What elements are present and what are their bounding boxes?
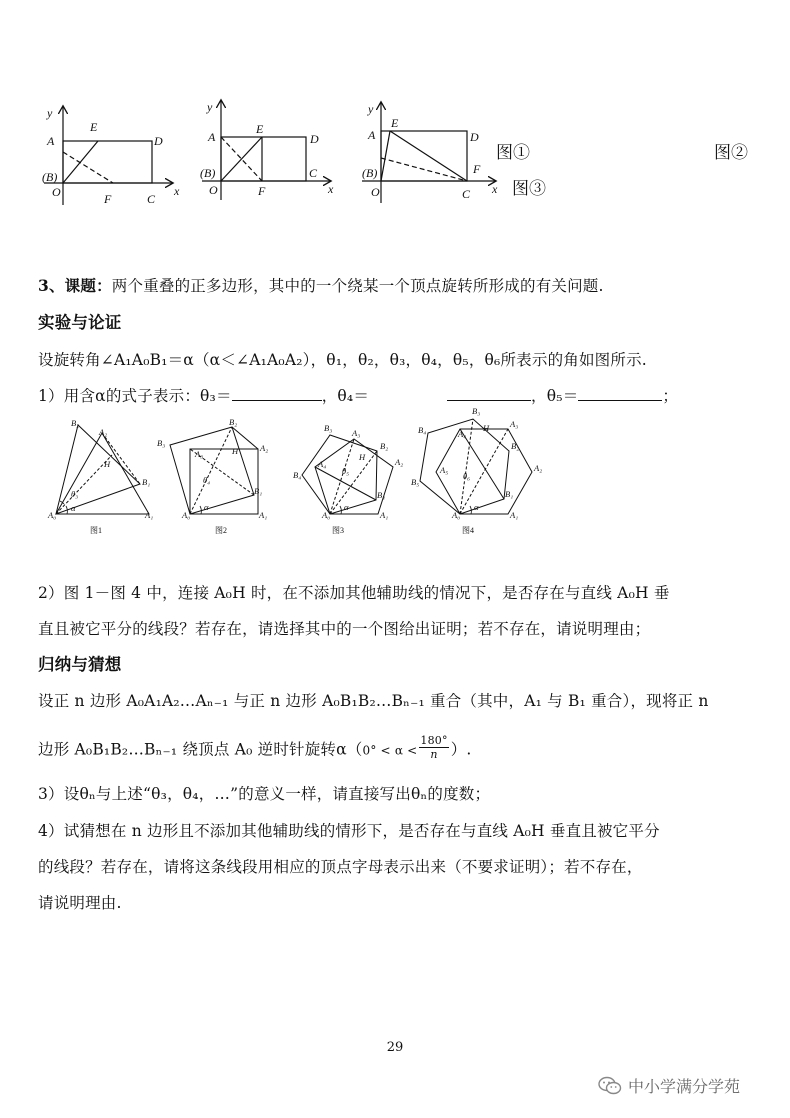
- fig4-A3: A₃: [510, 419, 519, 429]
- question-2-line-1: 2）图 1－图 4 中，连接 A₀H 时，在不添加其他辅助线的情况下，是否存在与直线 A₀H 垂: [38, 584, 670, 602]
- heading-induction: 归纳与猜想: [38, 655, 122, 674]
- fig3-B2: B₂: [380, 441, 389, 451]
- fig2-A1: A₁: [259, 510, 268, 520]
- fig3-O-label: O: [371, 185, 380, 199]
- fig-caption-3: 图3: [332, 526, 344, 535]
- theta3-blank[interactable]: [232, 387, 322, 401]
- fig3-E-label: E: [391, 116, 399, 130]
- fig3-D-label: D: [470, 130, 479, 144]
- figure-label-2: 图②: [714, 143, 748, 163]
- fig3-B1: B₁: [377, 490, 386, 500]
- coordinate-figures: [0, 95, 790, 215]
- theta4-blank-spacer: [369, 387, 447, 401]
- fig1-C-label: C: [147, 192, 156, 206]
- fig4-B4: B₄: [418, 425, 427, 435]
- section-title-line: [38, 276, 604, 296]
- fig4-alpha: α: [474, 502, 479, 512]
- q1-theta4: ，θ₄＝: [321, 387, 370, 405]
- fig1-A-label: A: [47, 134, 55, 148]
- fig2-O-label: O: [209, 183, 218, 197]
- fig4-B2: B₂: [511, 441, 520, 451]
- fig1-F-label: F: [104, 192, 112, 206]
- g-line2-end: ）.: [450, 740, 472, 759]
- fig1-E-label: E: [90, 120, 98, 134]
- generalization-line-1: 设正 n 边形 A₀A₁A₂…Aₙ₋₁ 与正 n 边形 A₀B₁B₂…Bₙ₋₁ 重合（其中，A₁ 与 B₁ 重合），现将正 n: [38, 692, 709, 710]
- theta5-blank[interactable]: [578, 387, 662, 401]
- figure-1: [44, 107, 172, 205]
- question-4-line-1: 4）试猜想在 n 边形且不添加其他辅助线的情形下，是否存在与直线 A₀H 垂直且被它平分: [38, 822, 660, 840]
- q1-theta5: ，θ₅＝: [531, 387, 579, 405]
- rotation-definition: 设旋转角∠A₁A₀B₁＝α（α＜∠A₁A₀A₂），θ₁，θ₂，θ₃，θ₄，θ₅，θ₆所表示的角如图所示.: [38, 351, 647, 369]
- polygon-figure-2: [157, 417, 268, 535]
- watermark-text: 中小学满分学苑: [628, 1077, 741, 1096]
- fig3-A2: A₂: [395, 457, 404, 467]
- fig4-theta6: θ₆: [463, 471, 471, 481]
- section-title: 3、课题：: [38, 276, 112, 295]
- angle-inequality: 0° < α <: [362, 743, 418, 758]
- fig2-H: H: [232, 446, 239, 456]
- polygon-figure-3: [293, 423, 403, 535]
- polygon-figures: [0, 405, 790, 540]
- fig-caption-4: 图4: [462, 526, 474, 535]
- fig2-B1: B₁: [254, 486, 263, 496]
- fig1-theta3: θ₃: [71, 489, 79, 499]
- fig2-E-label: E: [256, 122, 264, 136]
- theta4-blank[interactable]: [447, 387, 531, 401]
- fig3-H: H: [359, 452, 366, 462]
- fig4-A1: A₁: [510, 510, 519, 520]
- fig2-theta4: θ₄: [203, 475, 211, 485]
- fig4-B5: B₅: [411, 477, 420, 487]
- page-number: 29: [386, 1040, 404, 1055]
- g-line2-text: 边形 A₀B₁B₂…Bₙ₋₁ 绕顶点 A₀ 逆时针旋转α（: [38, 740, 363, 759]
- q1-prefix: 1）用含α的式子表示：θ₃＝: [38, 387, 232, 405]
- figure-2: [202, 101, 330, 200]
- fig-caption-2: 图2: [215, 526, 227, 535]
- fig1-B2: B₂: [71, 418, 80, 428]
- fig2-C-label: C: [309, 166, 318, 180]
- fig3-x-label: x: [492, 182, 498, 196]
- fig3-B3: B₃: [324, 423, 333, 433]
- figure-3: [362, 103, 495, 203]
- fig2-B2: B₂: [229, 417, 238, 427]
- fig3-C-label: C: [462, 187, 471, 201]
- fig1-A0: A₀: [48, 510, 57, 520]
- fig1-x-label: x: [174, 184, 180, 198]
- fraction-numerator: 180°: [420, 734, 448, 747]
- question-3: 3）设θₙ与上述“θ₃，θ₄，…”的意义一样，请直接写出θₙ的度数；: [38, 785, 491, 803]
- fig-caption-1: 图1: [90, 526, 102, 535]
- fig3-F-label: F: [473, 162, 481, 176]
- figure-label-3: 图③: [512, 179, 546, 199]
- fraction: [419, 734, 448, 761]
- fig2-A0: A₀: [182, 510, 191, 520]
- wechat-icon: [598, 1076, 622, 1096]
- fig1-B-label: (B): [42, 170, 58, 184]
- question-1: [38, 386, 678, 406]
- fig4-A2: A₂: [534, 463, 543, 473]
- fig3-y-label: y: [368, 102, 374, 116]
- fraction-denominator: n: [430, 748, 438, 761]
- fig2-D-label: D: [310, 132, 319, 146]
- fig3-alpha: α: [344, 502, 349, 512]
- polygon-figure-4: [411, 406, 542, 535]
- heading-experiment: 实验与论证: [38, 313, 122, 332]
- fig2-B-label: (B): [200, 166, 216, 180]
- fig2-F-label: F: [258, 184, 266, 198]
- fig3-B4: B₄: [293, 470, 302, 480]
- fig4-B3: B₃: [472, 406, 481, 416]
- section-title-rest: 两个重叠的正多边形，其中的一个绕某一个顶点旋转所形成的有关问题.: [111, 277, 604, 295]
- fig1-A1: A₁: [145, 510, 154, 520]
- fig2-A-label: A: [208, 130, 216, 144]
- fig4-A4: A₄: [458, 429, 467, 439]
- fig3-A4: A₄: [318, 459, 327, 469]
- generalization-line-2: [38, 734, 472, 764]
- question-4-line-2: 的线段？若存在，请将这条线段用相应的顶点字母表示出来（不要求证明）；若不存在，: [38, 858, 643, 876]
- fig3-B-label: (B): [362, 166, 378, 180]
- fig4-A0: A₀: [452, 510, 461, 520]
- fig1-A2: A₂: [99, 427, 108, 437]
- fig2-A2: A₂: [260, 443, 269, 453]
- fig3-A3: A₃: [352, 428, 361, 438]
- fig2-A3: A₃: [195, 449, 204, 459]
- fig4-H: H: [483, 423, 490, 433]
- question-2-line-2: 直且被它平分的线段？若存在，请选择其中的一个图给出证明；若不存在，请说明理由；: [38, 620, 651, 638]
- fig1-H: H: [104, 459, 111, 469]
- fig3-A1: A₁: [380, 510, 389, 520]
- fig1-alpha: α: [71, 503, 76, 513]
- fig3-A-label: A: [368, 128, 376, 142]
- fig1-B1: B₁: [142, 477, 151, 487]
- fig2-B3: B₃: [157, 438, 166, 448]
- q1-end: ；: [662, 387, 679, 405]
- fig2-x-label: x: [328, 182, 334, 196]
- fig1-D-label: D: [154, 134, 163, 148]
- question-4-line-3: 请说明理由.: [38, 894, 122, 912]
- watermark: [598, 1074, 740, 1097]
- fig4-B1: B₁: [505, 489, 514, 499]
- fig3-theta5: θ₅: [342, 466, 350, 476]
- fig1-y-label: y: [47, 106, 53, 120]
- fig4-A5: A₅: [440, 465, 449, 475]
- fig2-y-label: y: [207, 100, 213, 114]
- polygon-figure-1: [47, 418, 153, 535]
- fig2-alpha: α: [204, 502, 209, 512]
- figure-label-1: 图①: [496, 143, 530, 163]
- fig1-O-label: O: [52, 185, 61, 199]
- fig3-A0: A₀: [322, 510, 331, 520]
